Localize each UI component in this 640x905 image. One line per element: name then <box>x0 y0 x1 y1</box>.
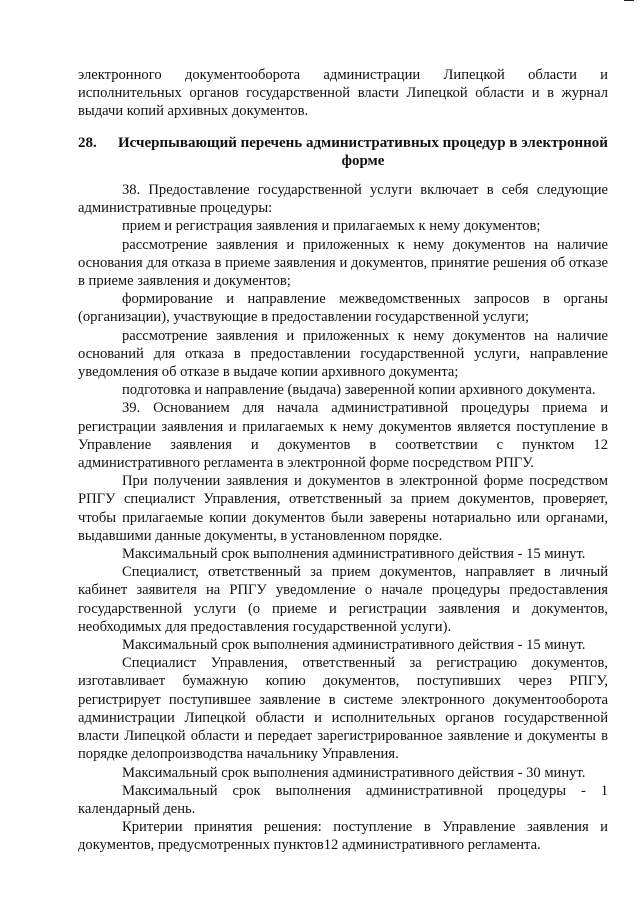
paragraph-notification: Специалист, ответственный за прием документов, направляет в личный кабинет заявителя на РПГУ уведомление о начале процедуры предоставления государственной услуги (о приеме и регистрации заявления и документов, необходимых для предоставления государственной услуги). <box>78 564 608 635</box>
paragraph-procedure-4: рассмотрение заявления и приложенных к нему документов на наличие оснований для отказа в предоставлении государственной услуги, направление уведомления об отказе в выдаче копии архивного документа; <box>78 327 608 381</box>
paragraph-deadline-3: Максимальный срок выполнения административного действия - 30 минут. <box>122 764 586 781</box>
paragraph-39: 39. Основанием для начала административной процедуры приема и регистрации заявления и прилагаемых к нему документов является поступление в Управление заявления и документов в соответствии с пунктом 12 административного регламента в электронной форме посредством РПГУ. <box>78 400 608 472</box>
intro-paragraph: электронного документооборота администрации Липецкой области и исполнительных органов государственной власти Липецкой области и в журнал выдачи копий архивных документов. <box>78 67 608 120</box>
section-heading <box>78 134 608 170</box>
section-title-line2: форме <box>341 153 385 169</box>
paragraph-deadline-1: Максимальный срок выполнения административного действия - 15 минут. <box>122 546 586 563</box>
section-title-line1: Исчерпывающий перечень административных процедур в электронной <box>118 135 608 151</box>
paragraph-registration: Специалист Управления, ответственный за регистрацию документов, изготавливает бумажную копию документов, поступивших через РПГУ, регистрирует поступившее заявление в системе электронного документооборота администрации Липецкой области и исполнительных органов государственной власти Липецкой области и передает зарегистрированное заявление и документы в порядке делопроизводства начальнику Управления. <box>78 655 608 763</box>
intro-paragraph-block <box>78 66 608 121</box>
scan-corner-mark <box>624 0 634 5</box>
section-heading-line1 <box>78 134 608 152</box>
paragraph-deadline-2: Максимальный срок выполнения административного действия - 15 минут. <box>122 637 586 654</box>
section-body <box>78 181 608 855</box>
paragraph-38: 38. Предоставление государственной услуги включает в себя следующие административные процедуры: <box>78 182 608 217</box>
paragraph-criteria: Критерии принятия решения: поступление в Управление заявления и документов, предусмотренных пунктов12 административного регламента. <box>78 819 608 854</box>
paragraph-procedure-3: формирование и направление межведомственных запросов в органы (организации), участвующие в предоставлении государственной услуги; <box>78 291 608 326</box>
paragraph-procedure-deadline: Максимальный срок выполнения административной процедуры - 1 календарный день. <box>78 782 608 817</box>
section-number: 28. <box>78 135 97 151</box>
paragraph-reception: При получении заявления и документов в электронной форме посредством РПГУ специалист Управления, ответственный за прием документов, проверяет, чтобы прилагаемые копии документов были заверены нотариально или органами, выдавшими данные документы, в установленном порядке. <box>78 473 608 544</box>
paragraph-procedure-5: подготовка и направление (выдача) заверенной копии архивного документа. <box>122 382 596 399</box>
paragraph-procedure-2: рассмотрение заявления и приложенных к нему документов на наличие основания для отказа в приеме заявления и документов, принятие решения об отказе в приеме заявления и документов; <box>78 236 608 290</box>
paragraph-procedure-1: прием и регистрация заявления и прилагаемых к нему документов; <box>122 218 541 235</box>
